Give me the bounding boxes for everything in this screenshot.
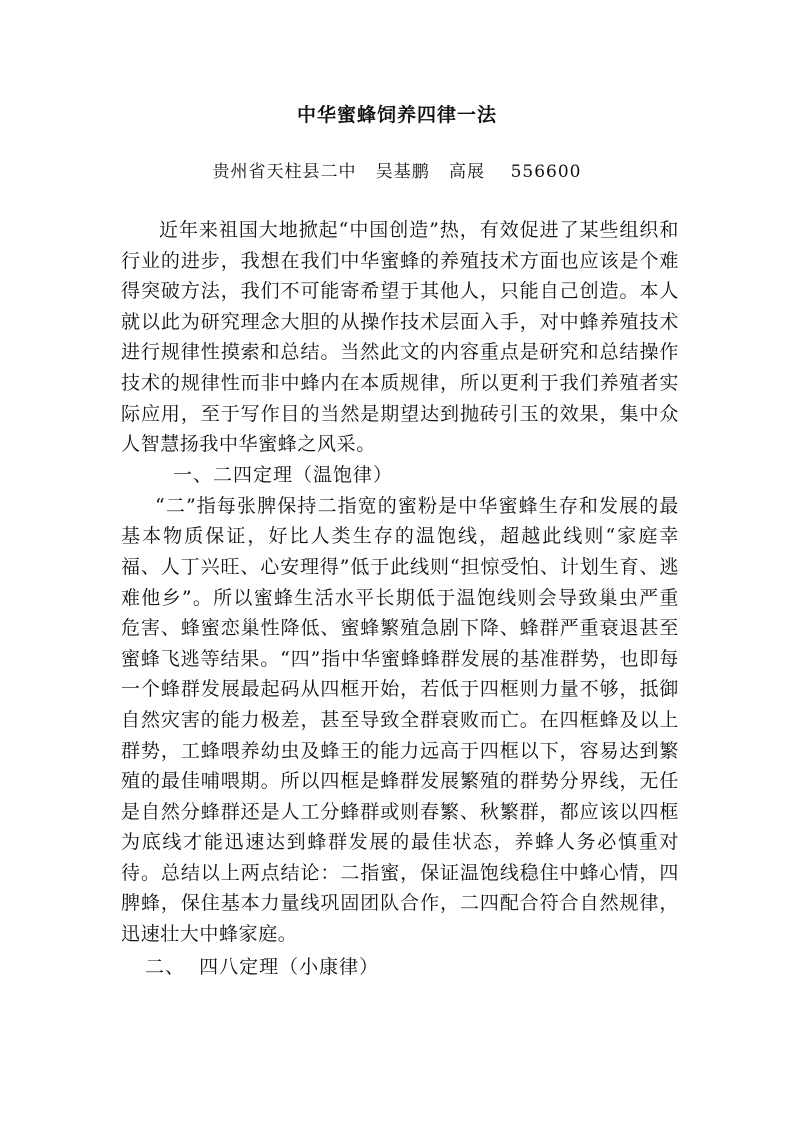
author-byline bbox=[0, 158, 794, 186]
section-1-paragraph: “二”指每张脾保持二指宽的蜜粉是中华蜜蜂生存和发展的最基本物质保证，好比人类生存的温饱线，超越此线则“家庭幸福、人丁兴旺、心安理得”低于此线则“担惊受怕、计划生育、逃难他乡”。所以蜜蜂生活水平长期低于温饱线则会导致巢虫严重危害、蜂蜜恋巢性降低、蜜蜂繁殖急剧下降、蜂群严重衰退甚至蜜蜂飞逃等结果。“四”指中华蜜蜂蜂群发展的基准群势，也即每一个蜂群发展最起码从四框开始，若低于四框则力量不够，抵御自然灾害的能力极差，甚至导致全群衰败而亡。在四框蜂及以上群势，工蜂喂养幼虫及蜂王的能力远高于四框以下，容易达到繁殖的最佳哺喂期。所以四框是蜂群发展繁殖的群势分界线，无任是自然分蜂群还是人工分蜂群或则春繁、秋繁群，都应该以四框为底线才能迅速达到蜂群发展的最佳状态，养蜂人务必慎重对待。总结以上两点结论：二指蜜，保证温饱线稳住中蜂心情，四脾蜂，保住基本力量线巩固团队合作，二四配合符合自然规律，迅速壮大中蜂家庭。 bbox=[121, 494, 679, 946]
section-heading-1: 一、二四定理（温饱律） bbox=[173, 463, 394, 486]
intro-paragraph: 近年来祖国大地掀起“中国创造”热，有效促进了某些组织和行业的进步，我想在我们中华蜜蜂的养殖技术方面也应该是个难得突破方法，我们不可能寄希望于其他人，只能自己创造。本人就以此为研究理念大胆的从操作技术层面入手，对中蜂养殖技术进行规律性摸索和总结。当然此文的内容重点是研究和总结操作技术的规律性而非中蜂内在本质规律，所以更利于我们养殖者实际应用，至于写作目的当然是期望达到抛砖引玉的效果，集中众人智慧扬我中华蜜蜂之风采。 bbox=[121, 219, 679, 456]
document-title: 中华蜜蜂饲养四律一法 bbox=[296, 104, 497, 126]
author-byline-text: 贵州省天柱县二中 吴基鹏 高展 556600 bbox=[212, 162, 582, 182]
document-body bbox=[121, 215, 679, 983]
section-heading-2: 二、 四八定理（小康律） bbox=[145, 955, 380, 978]
